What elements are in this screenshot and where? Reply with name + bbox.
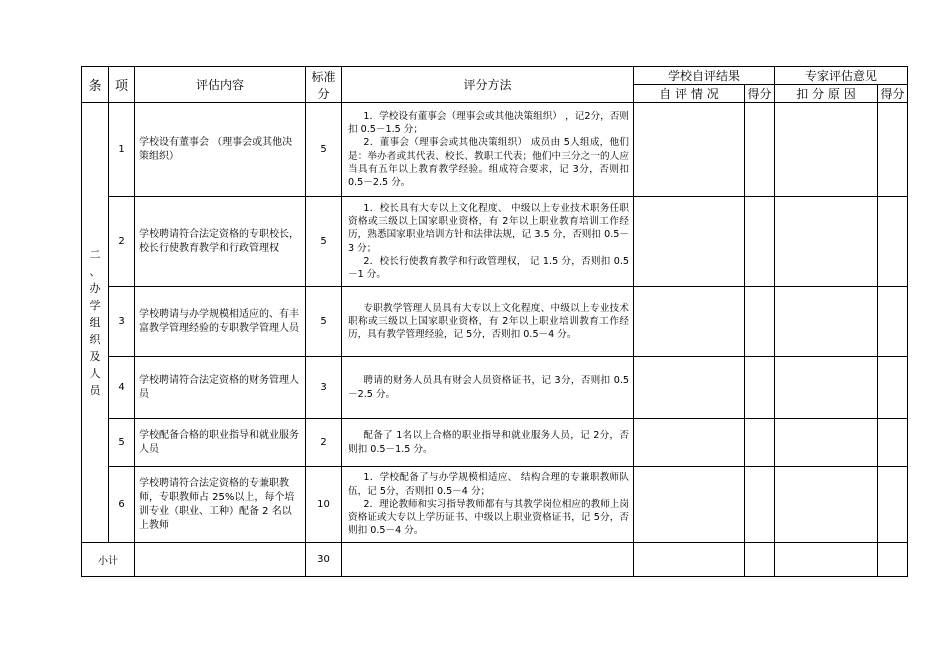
header-self-eval: 学校自评结果 (634, 67, 775, 85)
item-scoring-method (342, 197, 634, 287)
category-char: 办 (89, 282, 101, 295)
header-score: 标准分 (306, 67, 342, 103)
method-paragraph: 1．学校配备了与办学规模相适应、 结构合理的专兼职教师队伍，记 5分，否则扣 0.5－4 分； (348, 472, 629, 497)
subtotal-self-situation-cell (634, 543, 745, 577)
item-scoring-method (342, 357, 634, 419)
header-tiao: 条 (82, 67, 109, 103)
header-expert-reason: 扣 分 原 因 (775, 85, 878, 103)
item-standard-score: 10 (306, 467, 342, 543)
category-char: 二 (89, 248, 101, 261)
method-paragraph: 1．校长具有大专以上文化程度、 中级以上专业技术职务任职资格或三级以上国家职业资格，有 2年以上职业教育培训工作经历，熟悉国家职业培训方针和法律法规，记 3.5 分，否则扣 0.5－3 分； (348, 202, 629, 254)
item-number: 6 (109, 467, 135, 543)
evaluation-table (81, 66, 908, 577)
item-content: 学校聘请与办学规模相适应的、有丰富教学管理经验的专职教学管理人员 (135, 287, 306, 357)
item-number: 5 (109, 419, 135, 467)
self-eval-situation-cell (634, 467, 745, 543)
category-char: 织 (89, 333, 101, 346)
item-scoring-method (342, 467, 634, 543)
method-paragraph: 2．董事会（理事会或其他决策组织） 成员由 5人组成，他们是：举办者或其代表、校长、教职工代表；他们中三分之一的人应当具有五年以上教育教学经验。组成符合要求，记 3分，否则扣 0.5－2.5 分。 (348, 137, 629, 189)
header-method: 评分方法 (342, 67, 634, 103)
item-number: 1 (109, 103, 135, 197)
method-paragraph: 专职教学管理人员具有大专以上文化程度、中级以上专业技术职称或三级以上国家职业资格，有 2年以上职业培训教育工作经历，具有教学管理经验，记 5分，否则扣 0.5－4 分。 (348, 302, 629, 341)
header-xiang: 项 (109, 67, 135, 103)
method-paragraph: 2．校长行使教育教学和行政管理权， 记 1.5 分，否则扣 0.5－1 分。 (348, 255, 629, 281)
expert-points-cell (878, 357, 908, 419)
item-content: 学校聘请符合法定资格的专职校长，校长行使教育教学和行政管理权 (135, 197, 306, 287)
expert-reason-cell (775, 103, 878, 197)
item-content: 学校设有董事会 （理事会或其他决策组织） (135, 103, 306, 197)
item-standard-score: 5 (306, 287, 342, 357)
expert-points-cell (878, 197, 908, 287)
category-char: 人 (89, 367, 101, 380)
header-self-situation: 自 评 情 况 (634, 85, 745, 103)
category-char: 、 (89, 265, 101, 278)
subtotal-score: 30 (306, 543, 342, 577)
table-row (82, 467, 908, 543)
subtotal-label: 小计 (82, 543, 135, 577)
table-row (82, 287, 908, 357)
expert-points-cell (878, 103, 908, 197)
expert-points-cell (878, 287, 908, 357)
item-standard-score: 2 (306, 419, 342, 467)
method-paragraph: 配备了 1名以上合格的职业指导和就业服务人员，记 2分，否则扣 0.5－1.5 分。 (348, 430, 629, 455)
self-eval-points-cell (745, 467, 775, 543)
header-expert-points: 得分 (878, 85, 908, 103)
item-standard-score: 3 (306, 357, 342, 419)
category-char: 员 (89, 384, 101, 397)
item-number: 3 (109, 287, 135, 357)
self-eval-situation-cell (634, 197, 745, 287)
expert-reason-cell (775, 467, 878, 543)
table-row (82, 357, 908, 419)
expert-points-cell (878, 467, 908, 543)
self-eval-points-cell (745, 419, 775, 467)
item-scoring-method (342, 103, 634, 197)
table-row (82, 197, 908, 287)
subtotal-expert-points-cell (878, 543, 908, 577)
self-eval-points-cell (745, 287, 775, 357)
item-content: 学校配备合格的职业指导和就业服务人员 (135, 419, 306, 467)
item-scoring-method (342, 419, 634, 467)
expert-reason-cell (775, 287, 878, 357)
category-char: 学 (89, 299, 101, 312)
category-cell (82, 103, 109, 543)
header-expert-eval: 专家评估意见 (775, 67, 908, 85)
table-row (82, 419, 908, 467)
method-paragraph: 聘请的财务人员具有财会人员资格证书，记 3分，否则扣 0.5－2.5 分。 (348, 375, 629, 400)
self-eval-situation-cell (634, 419, 745, 467)
subtotal-row (82, 543, 908, 577)
item-scoring-method (342, 287, 634, 357)
method-paragraph: 2．理论教师和实习指导教师都有与其教学岗位相应的教师上岗资格证或大专以上学历证书、中级以上职业资格证书，记 5分，否则扣 0.5－4 分。 (348, 498, 629, 537)
item-number: 4 (109, 357, 135, 419)
header-self-points: 得分 (745, 85, 775, 103)
item-standard-score: 5 (306, 197, 342, 287)
expert-reason-cell (775, 357, 878, 419)
method-paragraph: 1．学校设有董事会（理事会或其他决策组织） ，记2分，否则扣 0.5－1.5 分； (348, 110, 629, 135)
self-eval-situation-cell (634, 357, 745, 419)
expert-reason-cell (775, 419, 878, 467)
item-content: 学校聘请符合法定资格的财务管理人员 (135, 357, 306, 419)
self-eval-situation-cell (634, 287, 745, 357)
subtotal-method-cell (342, 543, 634, 577)
category-char: 组 (89, 316, 101, 329)
subtotal-expert-reason-cell (775, 543, 878, 577)
self-eval-points-cell (745, 103, 775, 197)
subtotal-self-points-cell (745, 543, 775, 577)
subtotal-content-cell (135, 543, 306, 577)
self-eval-points-cell (745, 197, 775, 287)
item-number: 2 (109, 197, 135, 287)
table-row (82, 103, 908, 197)
item-content: 学校聘请符合法定资格的专兼职教师，专职教师占 25%以上，每个培训专业（职业、工种）配备 2 名以上教师 (135, 467, 306, 543)
category-char: 及 (89, 350, 101, 363)
self-eval-points-cell (745, 357, 775, 419)
header-content: 评估内容 (135, 67, 306, 103)
item-standard-score: 5 (306, 103, 342, 197)
expert-points-cell (878, 419, 908, 467)
self-eval-situation-cell (634, 103, 745, 197)
expert-reason-cell (775, 197, 878, 287)
